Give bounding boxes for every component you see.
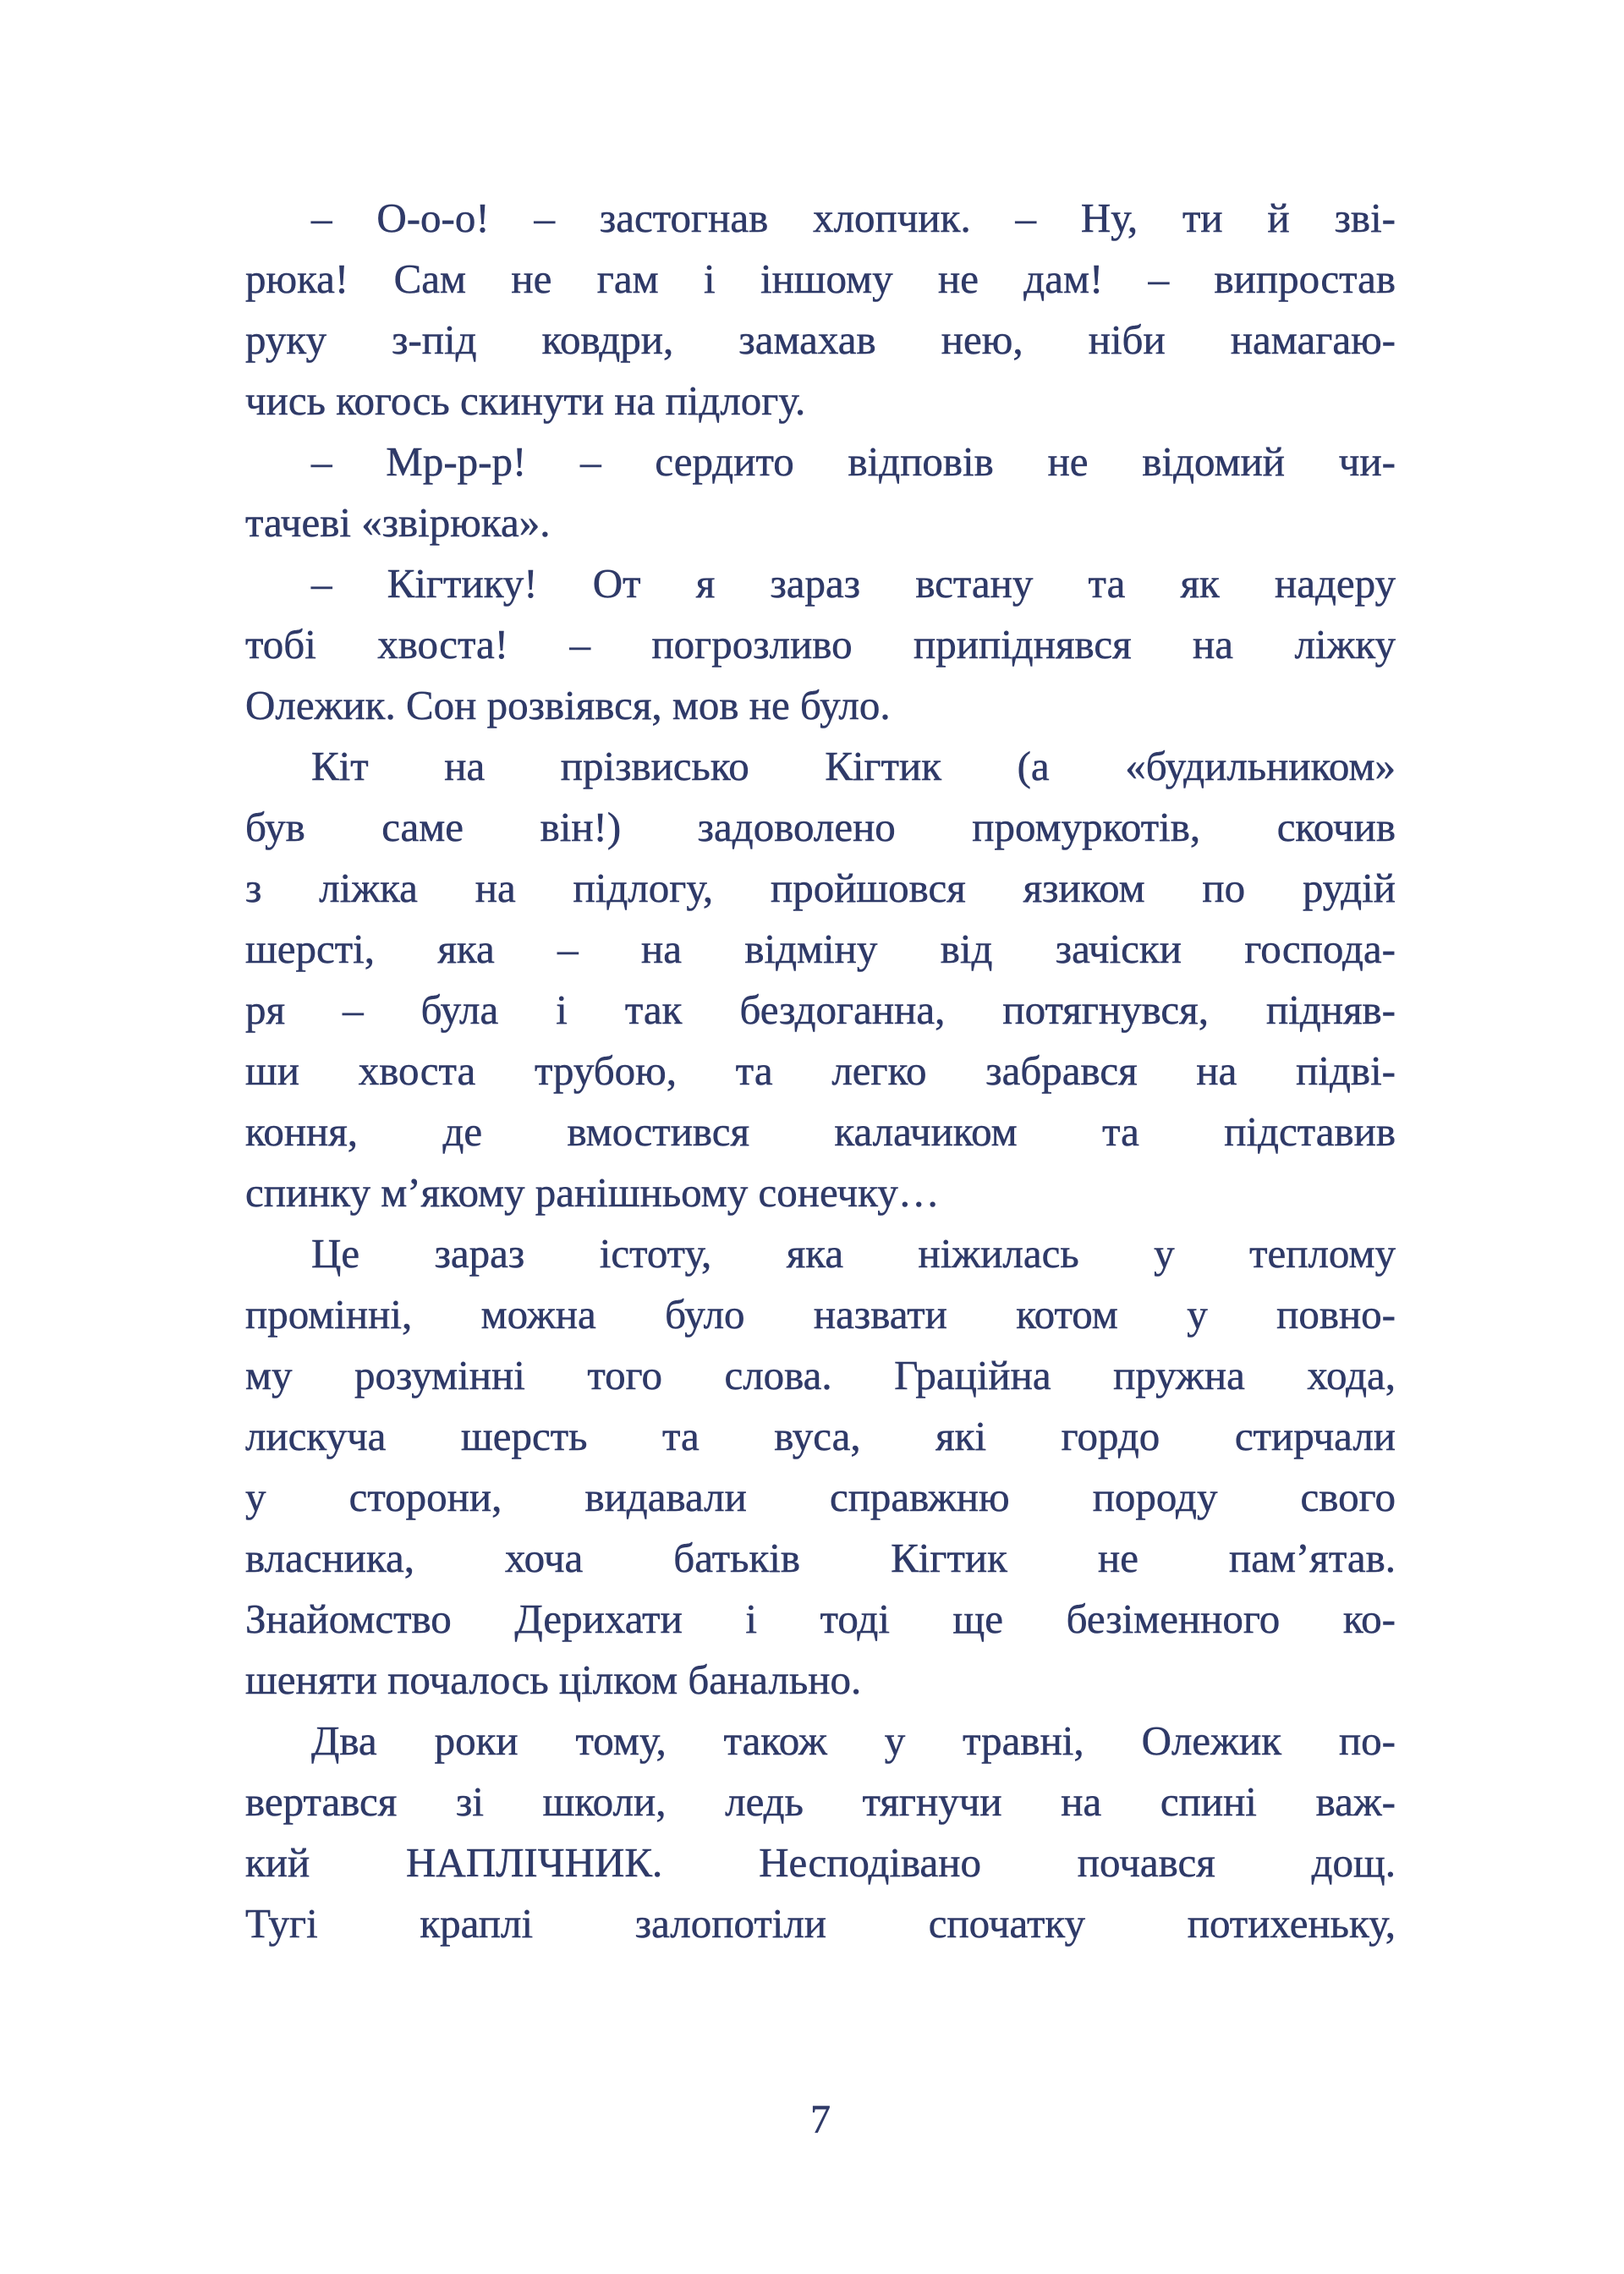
paragraph (245, 553, 1396, 736)
text-line: чись когось скинути на підлогу. (245, 377, 806, 424)
paragraph (245, 188, 1396, 431)
text-line: вертався зі школи, ледь тягнучи на спині важ- (245, 1778, 1396, 1825)
text-line: – Кігтику! От я зараз встану та як надеру (311, 560, 1396, 607)
paragraph (245, 1711, 1396, 1954)
text-line: тобі хвоста! – погрозливо припіднявся на ліжку (245, 621, 1396, 667)
text-line: руку з-під ковдри, замахав нею, ніби намагаю- (245, 316, 1396, 363)
page-number: 7 (810, 2097, 831, 2142)
text-line: му розумінні того слова. Граційна пружна хода, (245, 1352, 1396, 1398)
text-line: Це зараз істоту, яка ніжилась у теплому (311, 1230, 1396, 1277)
text-line: у сторони, видавали справжню породу свого (245, 1474, 1396, 1520)
text-line: – Мр-р-р! – сердито відповів не відомий чи- (311, 438, 1396, 485)
text-line: коння, де вмостився калачиком та підставив (245, 1108, 1396, 1155)
text-line: шерсті, яка – на відміну від зачіски господа- (245, 926, 1396, 972)
text-line: спинку м’якому ранішньому сонечку… (245, 1169, 940, 1216)
text-line: Два роки тому, також у травні, Олежик по- (311, 1717, 1396, 1764)
paragraph (245, 431, 1396, 553)
text-line: з ліжка на підлогу, пройшовся язиком по рудій (245, 865, 1396, 911)
text-line: лискуча шерсть та вуса, які гордо стирчали (245, 1413, 1396, 1459)
text-line: Кіт на прізвисько Кігтик (а «будильником» (311, 743, 1396, 789)
text-line: промінні, можна було назвати котом у повно- (245, 1291, 1396, 1337)
text-line: Тугі краплі залопотіли спочатку потихеньку, (245, 1900, 1396, 1947)
text-line: тачеві «звірюка». (245, 499, 551, 546)
text-line: Знайомство Дерихати і тоді ще безіменного ко- (245, 1596, 1396, 1642)
text-line: шеняти почалось цілком банально. (245, 1656, 862, 1703)
text-line: ря – була і так бездоганна, потягнувся, підняв- (245, 986, 1396, 1033)
paragraph (245, 736, 1396, 1223)
text-line: кий НАПЛІЧНИК. Несподівано почався дощ. (245, 1839, 1396, 1886)
text-line: був саме він!) задоволено промуркотів, скочив (245, 804, 1396, 850)
text-line: – О-о-о! – застогнав хлопчик. – Ну, ти й зві- (311, 195, 1396, 241)
text-line: Олежик. Сон розвіявся, мов не було. (245, 682, 891, 728)
text-line: власника, хоча батьків Кігтик не пам’ятав. (245, 1535, 1396, 1581)
text-block (245, 188, 1396, 1954)
text-line: ши хвоста трубою, та легко забрався на підві- (245, 1047, 1396, 1094)
text-line: рюка! Сам не гам і іншому не дам! – випростав (245, 255, 1396, 302)
paragraph (245, 1223, 1396, 1711)
